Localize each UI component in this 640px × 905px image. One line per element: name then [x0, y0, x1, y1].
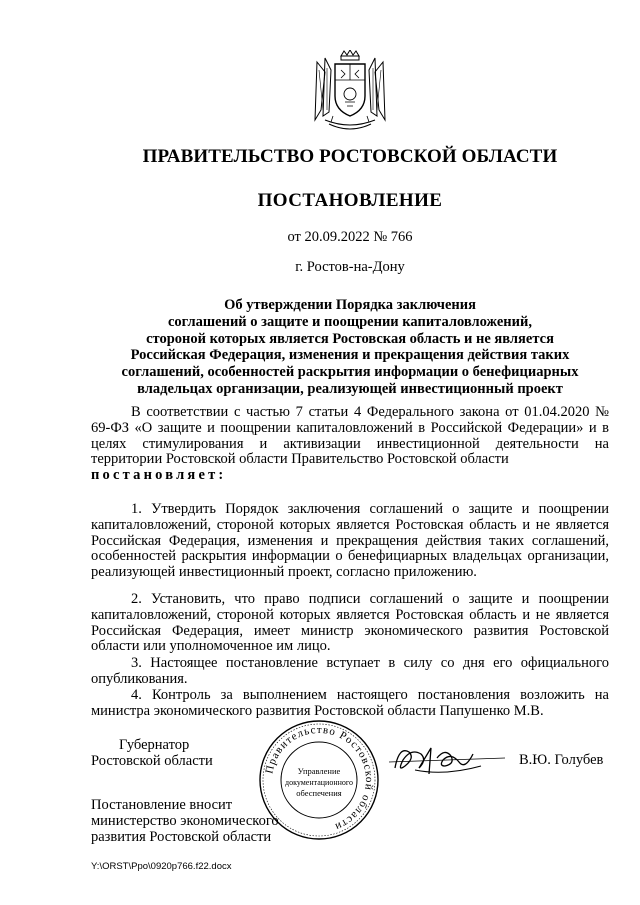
subject-line: Об утверждении Порядка заключения [224, 297, 476, 313]
document-date-number: от 20.09.2022 № 766 [287, 229, 413, 245]
handwritten-signature-icon [385, 740, 515, 780]
coat-of-arms-icon [311, 50, 389, 134]
subject-line: владельцах организации, реализующей инвестиционный проект [137, 380, 563, 397]
submitted-by-line: министерство экономического [91, 813, 279, 829]
signatory-position-line: Губернатор [119, 737, 190, 753]
document-city: г. Ростов-на-Дону [295, 259, 405, 275]
subject-line: стороной которых является Ростовская область и не является [146, 330, 554, 347]
decree-item-4: 4. Контроль за выполнением настоящего постановления возложить на министра экономического развития Ростовской области Папушенко М.В. [91, 687, 609, 719]
subject-line: соглашений, особенностей раскрытия информации о бенефициарных [121, 364, 579, 381]
document-subject [80, 297, 620, 398]
seal-ring-text: Правительство Ростовской области [263, 723, 376, 834]
signatory-position [91, 737, 213, 769]
submitted-by-line: развития Ростовской области [91, 829, 272, 845]
decree-item-1: 1. Утвердить Порядок заключения соглашений о защите и поощрении капиталовложений, стороной которых является Ростовская область и не является Российская Федерация, изменения и прекращения действия таких соглашений, особенностей раскрытия информации о бенефициарных владельцах организации, реализующей инвестиционный проект, согласно приложению. [91, 501, 609, 581]
submitted-by-note [91, 797, 279, 845]
preamble-text: В соответствии с частью 7 статьи 4 Федерального закона от 01.04.2020 № 69-ФЗ «О защите и поощрении капиталовложений в Российской Федерации» и в целях стимулирования и активизации инвестиционной деятельности на территории Ростовской области Правительство Ростовской области [91, 404, 609, 468]
preamble-paragraph [91, 405, 609, 484]
organization-heading: ПРАВИТЕЛЬСТВО РОСТОВСКОЙ ОБЛАСТИ [142, 146, 558, 167]
submitted-by-line: Постановление вносит [91, 797, 233, 813]
signatory-name: В.Ю. Голубев [519, 752, 604, 768]
document-type-heading: ПОСТАНОВЛЕНИЕ [257, 190, 443, 211]
file-path: Y:\ORST\Ppo\0920p766.f22.docx [91, 861, 232, 872]
decree-word: постановляет: [91, 467, 227, 484]
signatory-position-line: Ростовской области [91, 753, 213, 769]
decree-item-2: 2. Установить, что право подписи соглашений о защите и поощрении капиталовложений, стороной которых является Ростовская область и не является Российская Федерация, имеет министр экономического развития Ростовской области или уполномоченное им лицо. [91, 591, 609, 655]
seal-center-line: документационного [285, 778, 353, 787]
seal-center-line: Управление [297, 766, 341, 776]
subject-line: соглашений о защите и поощрении капиталовложений, [168, 313, 532, 330]
subject-line: Российская Федерация, изменения и прекращения действия таких [130, 347, 570, 364]
decree-item-3: 3. Настоящее постановление вступает в силу со дня его официального опубликования. [91, 655, 609, 687]
seal-center-line: обеспечения [296, 788, 342, 798]
